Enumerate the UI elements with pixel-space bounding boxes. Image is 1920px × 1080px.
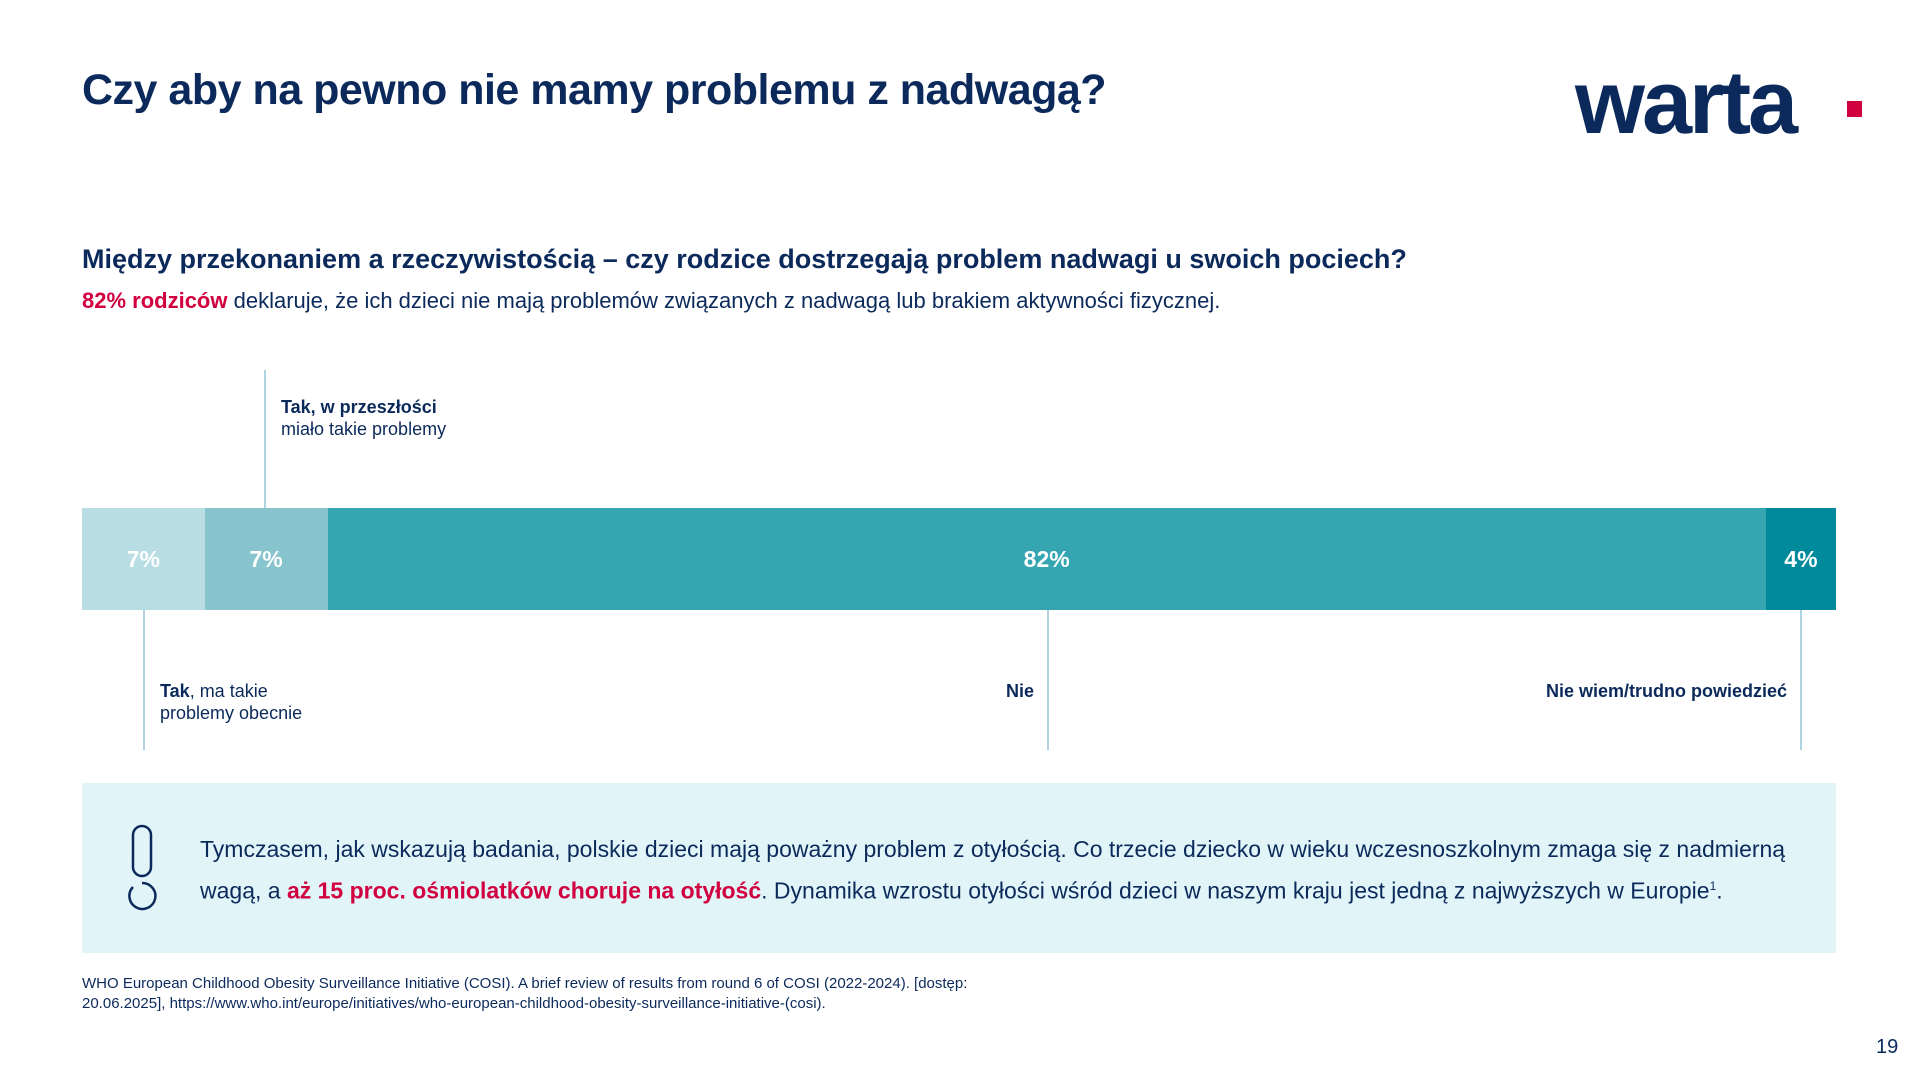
leader-line-past bbox=[264, 370, 266, 508]
bar-segment-2 bbox=[328, 508, 1766, 610]
info-text bbox=[200, 831, 1800, 910]
label-past-rest: miało takie problemy bbox=[281, 419, 447, 439]
label-nie-bold: Nie bbox=[1005, 681, 1034, 701]
info-highlight: aż 15 proc. ośmiolatków choruje na otyłość bbox=[286, 877, 762, 904]
page-number: 19 bbox=[1876, 1036, 1899, 1058]
label-past-bold: Tak, w przeszłości bbox=[281, 397, 437, 417]
leader-line-dont-know bbox=[1800, 610, 1802, 750]
label-nie bbox=[930, 680, 1034, 702]
label-dont-know bbox=[1420, 680, 1787, 702]
bar-segment-3 bbox=[1766, 508, 1836, 610]
lead-highlight: 82% rodziców bbox=[82, 288, 228, 313]
section-subtitle: Między przekonaniem a rzeczywistością – czy rodzice dostrzegają problem nadwagi u swoich pociech? bbox=[82, 244, 1407, 274]
leader-line-now bbox=[143, 610, 145, 750]
bar-value-label-2: 82% bbox=[1023, 545, 1070, 572]
label-dont-know-bold: Nie wiem/trudno powiedzieć bbox=[1545, 681, 1787, 701]
section-lead bbox=[82, 288, 1220, 314]
bar-value-label-1: 7% bbox=[249, 545, 283, 572]
label-now-rest-1: , ma takie bbox=[189, 681, 268, 701]
info-box bbox=[82, 783, 1836, 953]
bar-value-label-0: 7% bbox=[126, 545, 160, 572]
bar-segment-0 bbox=[82, 508, 205, 610]
label-now-rest-2: problemy obecnie bbox=[160, 703, 303, 723]
bar-segment-1 bbox=[205, 508, 328, 610]
footnote-line-1: WHO European Childhood Obesity Surveillance Initiative (COSI). A brief review of results from round 6 of COSI (2022-2024). [dostęp: bbox=[82, 975, 968, 992]
footnote bbox=[82, 974, 1162, 1014]
info-icon bbox=[126, 823, 158, 917]
label-past bbox=[281, 396, 446, 440]
info-text-1: Tymczasem, jak wskazują badania, polskie dzieci mają poważny problem z otyłością. Co trzecie dziecko w wieku wczesnoszkolnym zmaga się z nadmierną wagą, a bbox=[200, 836, 1786, 904]
label-now-bold: Tak bbox=[160, 681, 190, 701]
info-text-3: . bbox=[1716, 877, 1723, 904]
bar-value-label-3: 4% bbox=[1784, 545, 1818, 572]
info-text-2: . Dynamika wzrostu otyłości wśród dzieci w naszym kraju jest jedną z najwyższych w Europie bbox=[761, 877, 1710, 904]
page-title: Czy aby na pewno nie mamy problemu z nadwagą? bbox=[82, 66, 1107, 114]
stacked-bar bbox=[82, 508, 1836, 610]
leader-line-nie bbox=[1047, 610, 1049, 750]
warta-logo: warta bbox=[1575, 53, 1796, 153]
label-now bbox=[160, 680, 302, 724]
footnote-line-2: 20.06.2025], https://www.who.int/europe/initiatives/who-european-childhood-obesity-surveillance-initiative-(cosi). bbox=[82, 995, 826, 1012]
lead-text: deklaruje, że ich dzieci nie mają problemów związanych z nadwagą lub brakiem aktywności fizycznej. bbox=[227, 288, 1221, 313]
footnote-ref: 1 bbox=[1709, 879, 1717, 893]
logo-dot bbox=[1847, 101, 1862, 117]
